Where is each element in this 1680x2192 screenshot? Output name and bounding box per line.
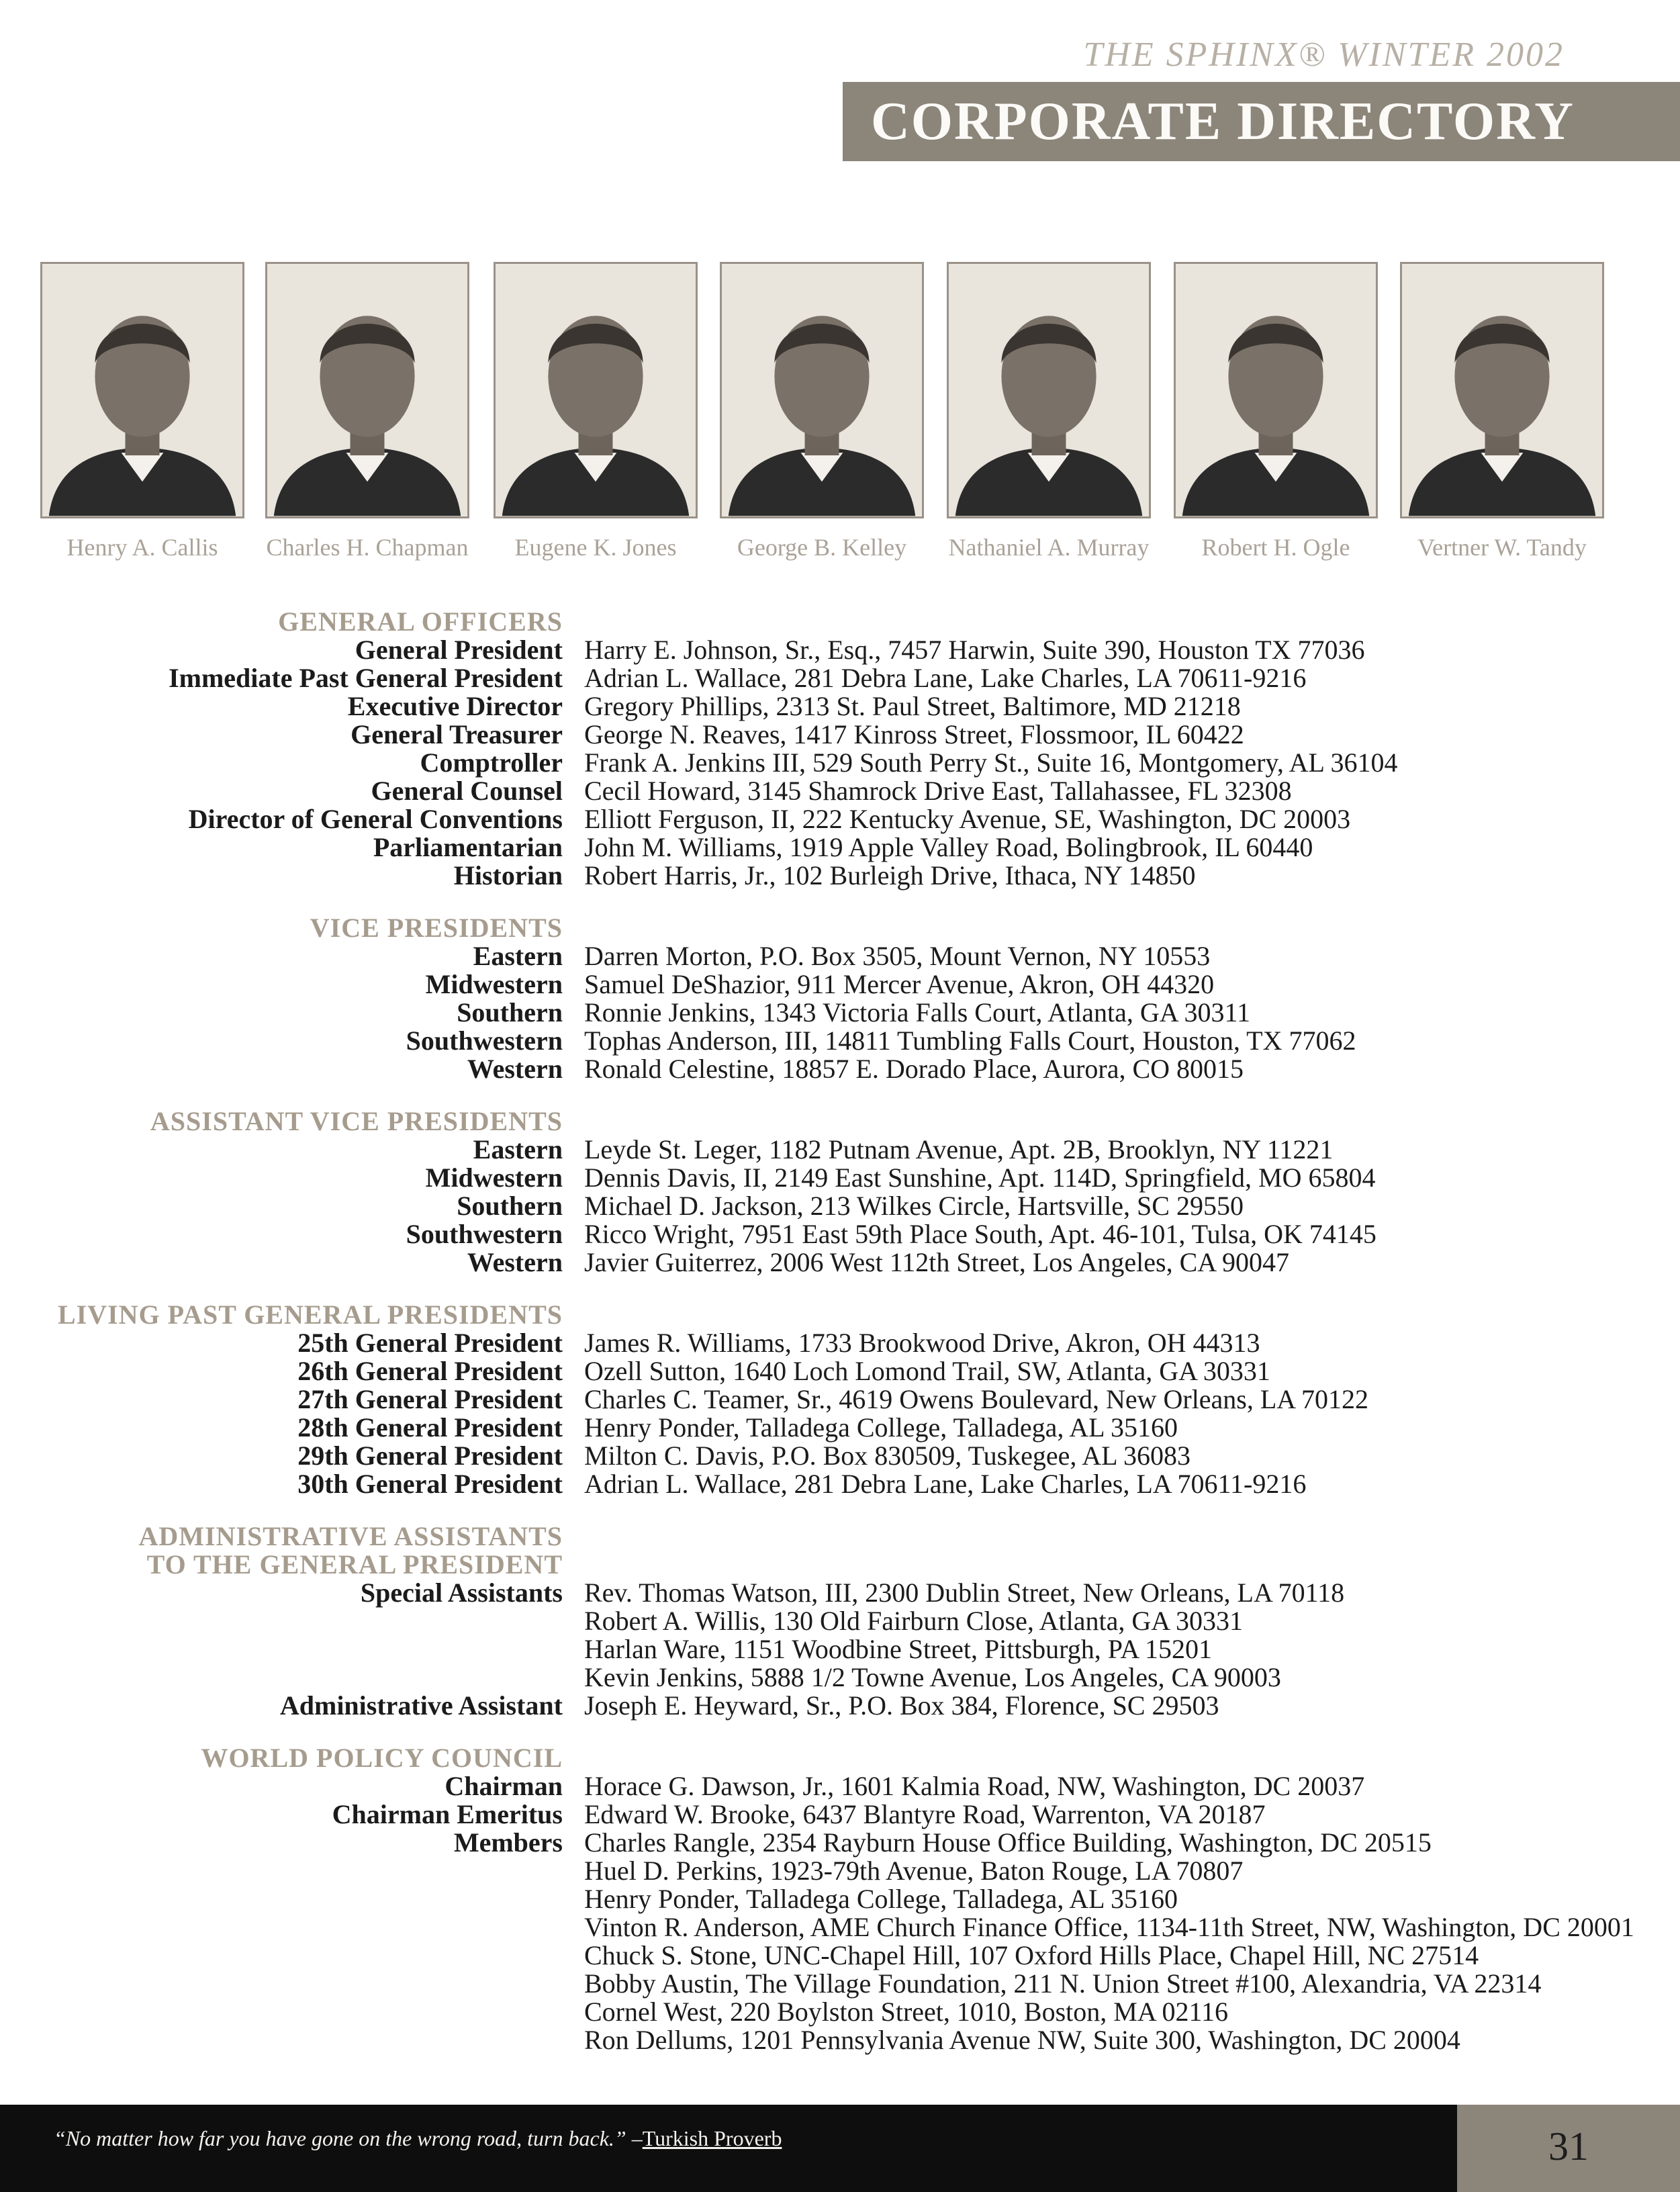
contact-entry: Samuel DeShazior, 911 Mercer Avenue, Akron, OH 44320	[584, 969, 1215, 999]
contact-entry: Cornel West, 220 Boylston Street, 1010, Boston, MA 02116	[584, 1997, 1229, 2027]
role-entries	[584, 1829, 1634, 2054]
role-entries	[584, 1329, 1260, 1357]
contact-entry: Michael D. Jackson, 213 Wilkes Circle, Hartsville, SC 29550	[584, 1191, 1244, 1221]
founder-card	[720, 262, 924, 561]
directory-row	[0, 777, 1680, 805]
directory	[0, 608, 1680, 2079]
directory-section	[0, 1744, 1680, 2054]
contact-entry: Rev. Thomas Watson, III, 2300 Dublin Street, New Orleans, LA 70118	[584, 1578, 1345, 1608]
contact-entry: Henry Ponder, Talladega College, Talladega, AL 35160	[584, 1884, 1178, 1914]
contact-entry: Harry E. Johnson, Sr., Esq., 7457 Harwin, Suite 390, Houston TX 77036	[584, 635, 1365, 665]
section-title: VICE PRESIDENTS	[310, 913, 563, 943]
role-entries	[584, 1136, 1333, 1164]
role-entries	[584, 1164, 1375, 1192]
founder-card	[40, 262, 244, 561]
role-entries	[584, 1055, 1244, 1083]
directory-row	[0, 942, 1680, 970]
contact-entry: Ozell Sutton, 1640 Loch Lomond Trail, SW, Atlanta, GA 30331	[584, 1356, 1270, 1386]
directory-row	[0, 1829, 1680, 2054]
directory-row	[0, 1579, 1680, 1692]
role-label: Parliamentarian	[373, 832, 563, 862]
directory-row	[0, 1136, 1680, 1164]
directory-row	[0, 1248, 1680, 1277]
role-entries	[584, 1470, 1306, 1498]
role-entries	[584, 942, 1210, 970]
directory-row	[0, 1329, 1680, 1357]
founders-gallery	[40, 262, 1605, 571]
contact-entry: Ricco Wright, 7951 East 59th Place South, Apt. 46-101, Tulsa, OK 74145	[584, 1219, 1376, 1249]
directory-row	[0, 1385, 1680, 1414]
founder-card	[494, 262, 698, 561]
founder-portrait	[720, 262, 924, 518]
role-label: Chairman Emeritus	[332, 1799, 563, 1829]
directory-row	[0, 1055, 1680, 1083]
role-label: General President	[355, 635, 563, 665]
founder-card	[1174, 262, 1378, 561]
role-label: Midwestern	[425, 969, 563, 999]
contact-entry: Edward W. Brooke, 6437 Blantyre Road, Warrenton, VA 20187	[584, 1799, 1266, 1829]
contact-entry: Adrian L. Wallace, 281 Debra Lane, Lake Charles, LA 70611-9216	[584, 663, 1307, 693]
role-entries	[584, 1800, 1265, 1829]
directory-section	[0, 1522, 1680, 1720]
role-entries	[584, 1772, 1364, 1800]
contact-entry: Robert A. Willis, 130 Old Fairburn Close, Atlanta, GA 30331	[584, 1606, 1243, 1636]
directory-row	[0, 664, 1680, 692]
founder-portrait	[265, 262, 469, 518]
directory-row	[0, 636, 1680, 664]
role-label: Southern	[457, 1191, 563, 1221]
role-entries	[584, 1248, 1289, 1277]
role-entries	[584, 721, 1244, 749]
contact-entry: Leyde St. Leger, 1182 Putnam Avenue, Apt. 2B, Brooklyn, NY 11221	[584, 1134, 1334, 1164]
page-title-banner	[843, 82, 1680, 161]
contact-entry: Cecil Howard, 3145 Shamrock Drive East, Tallahassee, FL 32308	[584, 776, 1292, 806]
founder-portrait	[1174, 262, 1378, 518]
role-entries	[584, 1442, 1191, 1470]
page-number-box	[1457, 2105, 1680, 2192]
contact-entry: Ronald Celestine, 18857 E. Dorado Place, Aurora, CO 80015	[584, 1054, 1244, 1084]
founder-name: Charles H. Chapman	[266, 534, 469, 561]
contact-entry: Tophas Anderson, III, 14811 Tumbling Falls Court, Houston, TX 77062	[584, 1025, 1356, 1056]
role-label: Special Assistants	[360, 1578, 563, 1608]
contact-entry: Darren Morton, P.O. Box 3505, Mount Vernon, NY 10553	[584, 941, 1211, 971]
section-title: LIVING PAST GENERAL PRESIDENTS	[57, 1299, 563, 1330]
contact-entry: Chuck S. Stone, UNC-Chapel Hill, 107 Oxford Hills Place, Chapel Hill, NC 27514	[584, 1940, 1479, 1970]
contact-entry: Adrian L. Wallace, 281 Debra Lane, Lake Charles, LA 70611-9216	[584, 1469, 1307, 1499]
directory-section	[0, 608, 1680, 890]
role-entries	[584, 1579, 1344, 1692]
section-title: ADMINISTRATIVE ASSISTANTS TO THE GENERAL PRESIDENT	[138, 1521, 563, 1580]
founder-name: Henry A. Callis	[66, 534, 218, 561]
contact-entry: Robert Harris, Jr., 102 Burleigh Drive, Ithaca, NY 14850	[584, 860, 1196, 890]
role-entries	[584, 636, 1365, 664]
directory-row	[0, 1192, 1680, 1220]
role-entries	[584, 1192, 1244, 1220]
directory-row	[0, 1692, 1680, 1720]
directory-row	[0, 1027, 1680, 1055]
role-entries	[584, 1220, 1376, 1248]
founder-card	[265, 262, 469, 561]
running-head: THE SPHINX® WINTER 2002	[1083, 36, 1565, 74]
contact-entry: George N. Reaves, 1417 Kinross Street, Flossmoor, IL 60422	[584, 719, 1244, 749]
directory-section	[0, 1107, 1680, 1277]
role-label: 26th General President	[297, 1356, 563, 1386]
footer-quote	[54, 2126, 782, 2151]
contact-entry: Harlan Ware, 1151 Woodbine Street, Pittsburgh, PA 15201	[584, 1634, 1212, 1664]
founder-name: Vertner W. Tandy	[1417, 534, 1587, 561]
directory-row	[0, 805, 1680, 833]
contact-entry: Gregory Phillips, 2313 St. Paul Street, Baltimore, MD 21218	[584, 691, 1241, 721]
role-label: 29th General President	[297, 1441, 563, 1471]
directory-section	[0, 914, 1680, 1083]
directory-row	[0, 1357, 1680, 1385]
section-title: WORLD POLICY COUNCIL	[201, 1743, 563, 1773]
founder-portrait	[1400, 262, 1604, 518]
role-label: 27th General President	[297, 1384, 563, 1414]
contact-entry: Kevin Jenkins, 5888 1/2 Towne Avenue, Los Angeles, CA 90003	[584, 1662, 1281, 1692]
role-label: General Treasurer	[351, 719, 563, 749]
contact-entry: Javier Guiterrez, 2006 West 112th Street, Los Angeles, CA 90047	[584, 1247, 1289, 1277]
role-entries	[584, 999, 1250, 1027]
role-entries	[584, 749, 1397, 777]
page-number: 31	[1548, 2124, 1589, 2168]
role-label: Immediate Past General President	[169, 663, 563, 693]
role-entries	[584, 777, 1292, 805]
founder-name: Nathaniel A. Murray	[948, 534, 1150, 561]
role-label: General Counsel	[371, 776, 563, 806]
directory-section	[0, 1301, 1680, 1498]
role-label: Southwestern	[406, 1219, 563, 1249]
quote-attribution: Turkish Proverb	[642, 2126, 782, 2150]
directory-row	[0, 721, 1680, 749]
contact-entry: James R. Williams, 1733 Brookwood Drive, Akron, OH 44313	[584, 1328, 1260, 1358]
contact-entry: Joseph E. Heyward, Sr., P.O. Box 384, Florence, SC 29503	[584, 1690, 1219, 1721]
contact-entry: Ronnie Jenkins, 1343 Victoria Falls Court, Atlanta, GA 30311	[584, 997, 1250, 1028]
role-entries	[584, 1357, 1270, 1385]
role-label: Western	[467, 1247, 563, 1277]
founder-portrait	[494, 262, 698, 518]
contact-entry: Henry Ponder, Talladega College, Talladega, AL 35160	[584, 1412, 1178, 1443]
role-label: 30th General President	[297, 1469, 563, 1499]
directory-row	[0, 1220, 1680, 1248]
role-label: Southern	[457, 997, 563, 1028]
role-label: Comptroller	[420, 747, 563, 778]
directory-row	[0, 970, 1680, 999]
founder-card	[1400, 262, 1604, 561]
page-title: CORPORATE DIRECTORY	[871, 91, 1575, 151]
founder-name: George B. Kelley	[737, 534, 907, 561]
contact-entry: Milton C. Davis, P.O. Box 830509, Tuskegee, AL 36083	[584, 1441, 1191, 1471]
contact-entry: Horace G. Dawson, Jr., 1601 Kalmia Road, NW, Washington, DC 20037	[584, 1771, 1365, 1801]
role-label: Western	[467, 1054, 563, 1084]
footer-bar	[0, 2105, 1680, 2192]
role-label: Eastern	[473, 1134, 563, 1164]
directory-row	[0, 1470, 1680, 1498]
role-entries	[584, 1692, 1219, 1720]
role-label: Historian	[453, 860, 563, 890]
founder-portrait	[947, 262, 1151, 518]
directory-row	[0, 1800, 1680, 1829]
role-entries	[584, 1385, 1368, 1414]
role-label: Southwestern	[406, 1025, 563, 1056]
directory-row	[0, 1772, 1680, 1800]
role-label: Executive Director	[347, 691, 563, 721]
role-label: Administrative Assistant	[279, 1690, 563, 1721]
role-label: Members	[453, 1827, 563, 1858]
role-label: Director of General Conventions	[188, 804, 563, 834]
directory-row	[0, 1164, 1680, 1192]
quote-text: “No matter how far you have gone on the wrong road, turn back.” –	[54, 2126, 643, 2150]
directory-row	[0, 692, 1680, 721]
role-label: 28th General President	[297, 1412, 563, 1443]
role-entries	[584, 805, 1350, 833]
role-label: Midwestern	[425, 1162, 563, 1193]
founder-portrait	[40, 262, 244, 518]
contact-entry: Dennis Davis, II, 2149 East Sunshine, Apt. 114D, Springfield, MO 65804	[584, 1162, 1376, 1193]
role-label: 25th General President	[297, 1328, 563, 1358]
role-entries	[584, 664, 1306, 692]
directory-row	[0, 862, 1680, 890]
founder-name: Eugene K. Jones	[514, 534, 677, 561]
section-title: GENERAL OFFICERS	[278, 606, 563, 637]
contact-entry: Elliott Ferguson, II, 222 Kentucky Avenue, SE, Washington, DC 20003	[584, 804, 1351, 834]
contact-entry: Bobby Austin, The Village Foundation, 211 N. Union Street #100, Alexandria, VA 22314	[584, 1968, 1542, 1999]
role-entries	[584, 1414, 1178, 1442]
founder-card	[947, 262, 1151, 561]
contact-entry: Ron Dellums, 1201 Pennsylvania Avenue NW, Suite 300, Washington, DC 20004	[584, 2025, 1460, 2055]
role-entries	[584, 1027, 1356, 1055]
section-title: ASSISTANT VICE PRESIDENTS	[150, 1106, 563, 1136]
contact-entry: John M. Williams, 1919 Apple Valley Road, Bolingbrook, IL 60440	[584, 832, 1313, 862]
contact-entry: Frank A. Jenkins III, 529 South Perry St., Suite 16, Montgomery, AL 36104	[584, 747, 1398, 778]
contact-entry: Charles Rangle, 2354 Rayburn House Office Building, Washington, DC 20515	[584, 1827, 1432, 1858]
founder-name: Robert H. Ogle	[1201, 534, 1350, 561]
contact-entry: Charles C. Teamer, Sr., 4619 Owens Boulevard, New Orleans, LA 70122	[584, 1384, 1368, 1414]
directory-row	[0, 1414, 1680, 1442]
directory-row	[0, 833, 1680, 862]
role-entries	[584, 833, 1313, 862]
role-entries	[584, 692, 1241, 721]
role-entries	[584, 970, 1214, 999]
role-label: Eastern	[473, 941, 563, 971]
role-label: Chairman	[445, 1771, 563, 1801]
role-entries	[584, 862, 1196, 890]
directory-row	[0, 1442, 1680, 1470]
directory-row	[0, 999, 1680, 1027]
contact-entry: Huel D. Perkins, 1923-79th Avenue, Baton Rouge, LA 70807	[584, 1856, 1244, 1886]
directory-row	[0, 749, 1680, 777]
contact-entry: Vinton R. Anderson, AME Church Finance Office, 1134-11th Street, NW, Washington, DC 20001	[584, 1912, 1634, 1942]
